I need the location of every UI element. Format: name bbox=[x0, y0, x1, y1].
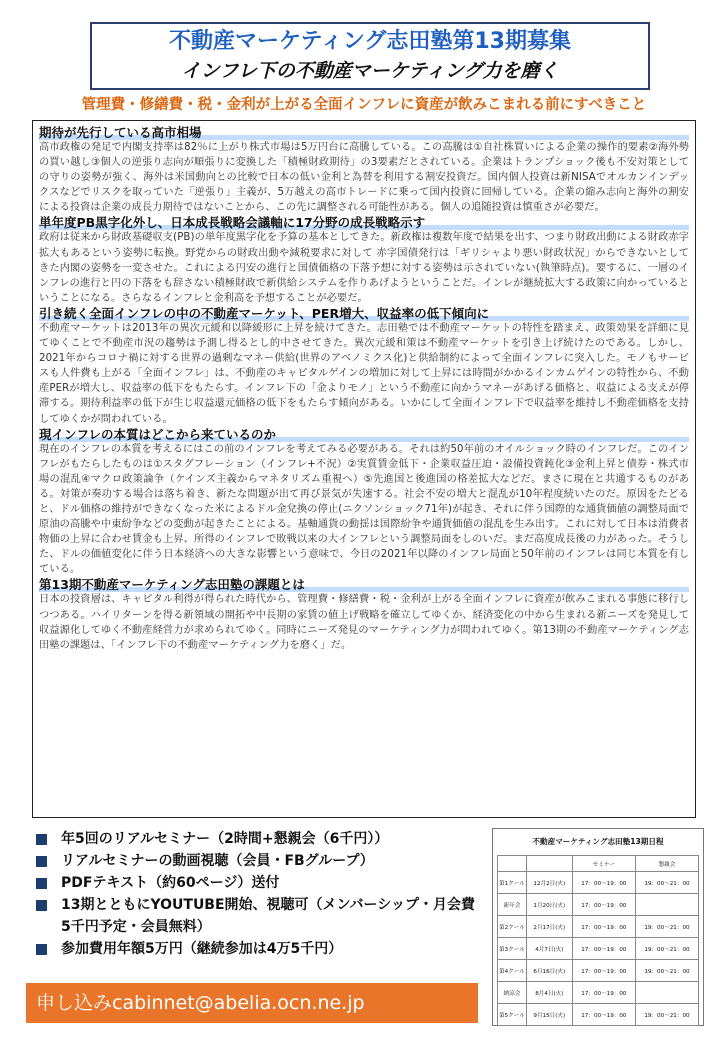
table-row bbox=[498, 1004, 699, 1026]
features-list bbox=[26, 828, 478, 990]
table-cell: 6月16日(火) bbox=[526, 960, 572, 982]
apply-banner bbox=[26, 983, 478, 1023]
tagline: 管理費・修繕費・税・金利が上がる全面インフレに資産が飲みこまれる前にすべきこと bbox=[81, 97, 647, 113]
table-cell: 1月20日(火) bbox=[526, 894, 572, 916]
table-cell: 12月2日(火) bbox=[526, 872, 572, 894]
section-heading: 第13期不動産マーケティング志田塾の課題とは bbox=[39, 577, 689, 592]
list-item-text: 参加費用年額5万円（継続参加は4万5千円） bbox=[61, 941, 343, 957]
section-heading: 現インフレの本質はどこから来ているのか bbox=[39, 427, 689, 442]
square-bullet-icon bbox=[36, 878, 47, 889]
table-cell bbox=[635, 894, 698, 916]
table-cell bbox=[635, 982, 698, 1004]
schedule-table-box bbox=[492, 828, 704, 1026]
section-2 bbox=[39, 215, 689, 305]
apply-email-link[interactable]: cabinnet@abelia.ocn.ne.jp bbox=[112, 992, 365, 1014]
square-bullet-icon bbox=[36, 834, 47, 845]
section-body: 政府は従来から財政基礎収支(PB)の単年度黒字化を予算の基本としてきた。新政権は複数年度で結果を出す、つまり財政出動による財政赤字拡大もあるという姿勢に転換。野党からの財政出動や減税要求に対して 赤字国債発行は「ギリシャより悪い財政状況」からできないとしてきた内閣の姿勢を一変させた。これによる円安の進行と国債価格の下落予想に対する姿勢は示されていない(執筆時点)。要するに、一層のインフレの進行と円の下落をも辞さない積極財政で新供給システムを作りあげようということだ。インレが継続拡大する政策に向かっているということになる。さらなるインフレと金利高を予想することが必要だ。 bbox=[39, 232, 689, 304]
list-item-text: PDFテキスト（約60ページ）送付 bbox=[61, 875, 280, 891]
table-header-row bbox=[498, 856, 699, 872]
table-cell: 2月17日(火) bbox=[526, 916, 572, 938]
schedule-title: 不動産マーケティング志田塾13期日程 bbox=[532, 837, 664, 846]
table-cell: 第5クール bbox=[498, 1004, 527, 1026]
page-subtitle: インフレ下の不動産マーケティング力を磨く bbox=[181, 60, 559, 82]
list-item bbox=[26, 872, 478, 894]
table-cell: 17：00～19：00 bbox=[572, 938, 635, 960]
section-3 bbox=[39, 306, 689, 427]
table-cell: 19：00～21：00 bbox=[635, 960, 698, 982]
section-heading: 期待が先行している高市相場 bbox=[39, 125, 689, 140]
table-header-cell: セミナー bbox=[572, 856, 635, 872]
list-item-text: 年5回のリアルセミナー（2時間+懇親会（6千円）） bbox=[61, 831, 389, 847]
table-cell: 19：00～21：00 bbox=[635, 916, 698, 938]
list-item bbox=[26, 850, 478, 872]
table-header-cell bbox=[526, 856, 572, 872]
article-box bbox=[32, 120, 696, 818]
section-1 bbox=[39, 125, 689, 215]
table-row bbox=[498, 982, 699, 1004]
list-item bbox=[26, 938, 478, 960]
list-item-text: 13期とともにYOUTUBE開始、視聴可（メンバーシップ・月会費5千円予定・会員無料） bbox=[61, 897, 476, 935]
table-cell: 17：00～19：00 bbox=[572, 982, 635, 1004]
table-cell: 納涼会 bbox=[498, 982, 527, 1004]
section-heading: 引き続く全面インフレの中の不動産マーケット、PER増大、収益率の低下傾向に bbox=[39, 306, 689, 321]
list-item bbox=[26, 828, 478, 850]
section-body: 不動産マーケットは2013年の異次元緩和以降緩形に上昇を続けてきた。志田塾では不動産マーケットの特性を踏まえ、政策効果を詳細に見てゆくことで不動産市況の趨勢は予測し得るとし的中させてきた。異次元緩和策は不動産マーケットを引き上げ続けたのである。しかし、2021年からコロナ禍に対する世界の過剰なマネー供給(世界のアベノミクス化)と供給制約によって全面インフレに突入した。モノもサービスも人件費も上がる「全面インフレ」は、不動産のキャピタルゲインの増加に対して上昇には時間がかかるインカムゲインの特性から、不動産PERが増大し、収益率の低下をもたらす。インフレ下の「金よりモノ」という不動産に向かうマネーがあげる価格と、収益による支えが停滞する。期待利益率の低下が生じ収益還元価格の低下をもたらす傾向がある。いかにして全面インフレ下で収益率を維持し不動産価格を支持してゆくかが問われている。 bbox=[39, 322, 689, 425]
table-cell: 4月7日(火) bbox=[526, 938, 572, 960]
table-row bbox=[498, 916, 699, 938]
table-cell: 第2クール bbox=[498, 916, 527, 938]
page-title: 不動産マーケティング志田塾第13期募集 bbox=[169, 29, 571, 54]
table-cell: 19：00～21：00 bbox=[635, 872, 698, 894]
square-bullet-icon bbox=[36, 856, 47, 867]
title-box bbox=[90, 22, 650, 90]
table-cell: 第1クール bbox=[498, 872, 527, 894]
table-cell: 19：00～21：00 bbox=[635, 938, 698, 960]
section-body: 現在のインフレの本質を考えるにはこの前のインフレを考えてみる必要がある。それは約50年前のオイルショック時のインフレだ。このインフレがもたらしたものは①スタグフレーション（インフレ+不況）②実質賃金低下・企業収益圧迫・設備投資鈍化③金利上昇と債券・株式市場の混乱④マクロ政策論争（ケインズ主義からマネタリズム重視へ）⑤先進国と後進国の格差拡大などだ。まさに現在と共通するものがある。対策が奏功する場合は落ち着き、新たな問題が出て再び景気が失速する。社会不安の増大と混乱が10年程度続いたのだ。原因をたどると、ドル価格の維持ができなくなった米によるドル金兌換の停止(ニクソンショック71年)が起き、それに伴う国際的な通貨価値の調整局面で原油の高騰や中東紛争などの変動が起きたことによる。基軸通貨の動揺は国際紛争や通貨価値の混乱を生み出す。これに対して日本は消費者物価の上昇に合わせ賃金も上昇、所得のインフレで敗戦以来の大インフレという調整局面をしのいだ。まだ高度成長後の力があった。そうした、ドルの価値変化に伴う日本経済への大きな影響という意味で、今日の2021年以降のインフレ局面と50年前のインフレは同じ本質を有している。 bbox=[39, 443, 689, 576]
table-row bbox=[498, 872, 699, 894]
table-row bbox=[498, 938, 699, 960]
list-item-text: リアルセミナーの動画視聴（会員・FBグループ） bbox=[61, 853, 374, 869]
table-cell: 8月4日(火) bbox=[526, 982, 572, 1004]
table-cell: 17：00～19：00 bbox=[572, 960, 635, 982]
list-item bbox=[26, 894, 478, 938]
table-header-cell: 懇親会 bbox=[635, 856, 698, 872]
table-header-cell bbox=[498, 856, 527, 872]
table-cell: 17：00～19：00 bbox=[572, 894, 635, 916]
section-4 bbox=[39, 427, 689, 578]
table-cell: 17：00～19：00 bbox=[572, 872, 635, 894]
table-row bbox=[498, 894, 699, 916]
table-cell: 第4クール bbox=[498, 960, 527, 982]
table-cell: 17：00～19：00 bbox=[572, 1004, 635, 1026]
table-cell: 9月15日(火) bbox=[526, 1004, 572, 1026]
section-5 bbox=[39, 577, 689, 652]
table-row bbox=[498, 960, 699, 982]
section-heading: 単年度PB黒字化外し、日本成長戦略会議軸に17分野の成長戦略示す bbox=[39, 215, 689, 230]
square-bullet-icon bbox=[36, 944, 47, 955]
square-bullet-icon bbox=[36, 900, 47, 911]
table-cell: 新年会 bbox=[498, 894, 527, 916]
table-cell: 19：00～21：00 bbox=[635, 1004, 698, 1026]
section-body: 高市政権の発足で内閣支持率は82％に上がり株式市場は5万円台に高騰している。この高騰は①自社株買いによる企業の操作的要素②海外勢の買い越し③個人の逆張り志向が順張りに変換した「積極財政期待」の3要素だとされている。企業はトランプショック後も不安対策としての守りの姿勢が強く、海外は米国動向との比較で日本の低い金利と為替を利用する割安投資だ。国内個人投資は新NISAでオルカンインデックスなどでリスクを取っていた「逆張り」主義が、5万越えの高市トレードに乗って国内投資に回帰している。企業の縮み志向と海外の割安による投資は企業の成長力期待ではないことから、この先に調整される可能性がある。個人の追随投資は慎重さが必要だ。 bbox=[39, 142, 689, 214]
table-cell: 第3クール bbox=[498, 938, 527, 960]
section-body: 日本の投資層は、キャピタル利得が得られた時代から、管理費・修繕費・税・金利が上がる全面インフレに資産が飲みこまれる事態に移行しつつある。ハイリターンを得る新領域の開拓や中長期の家賃の値上げ戦略を確立してゆくか、経済変化の中から生まれる新ニーズを発見して収益源化してゆく不動産経営力が求められてゆく。同時にニーズ発見のマーケティング力が問われてゆく。第13期の不動産マーケティング志田塾の課題は、「インフレ下の不動産マーケティング力を磨く」だ。 bbox=[39, 594, 689, 651]
schedule-table bbox=[497, 855, 699, 1026]
apply-label: 申し込み bbox=[36, 992, 113, 1014]
table-cell: 17：00～19：00 bbox=[572, 916, 635, 938]
